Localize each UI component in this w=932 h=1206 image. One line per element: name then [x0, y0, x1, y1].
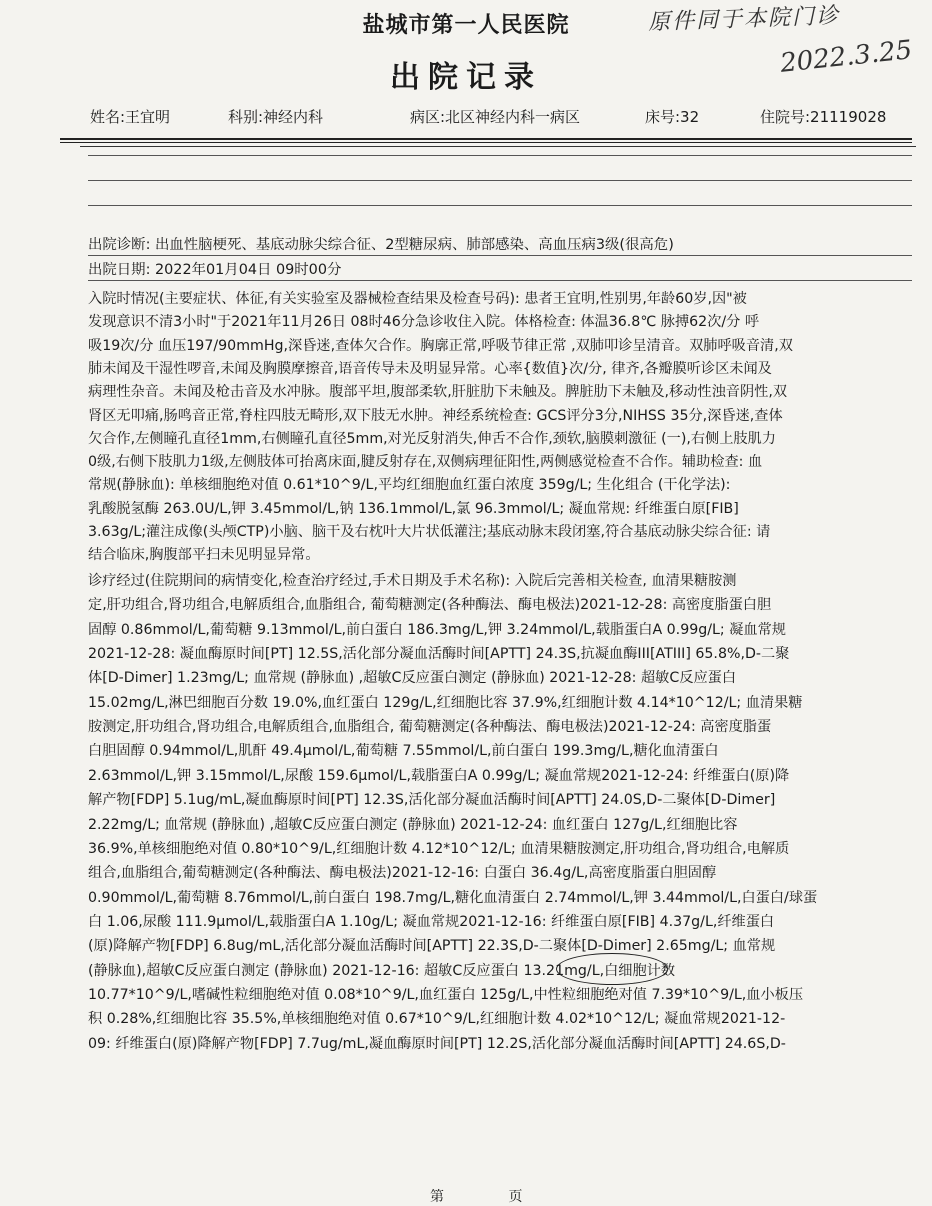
text-line: (静脉血),超敏C反应蛋白测定 (静脉血) 2021-12-16: 超敏C反应蛋白 13.21mg/L,白细胞计数	[88, 962, 676, 979]
text-line: (原)降解产物[FDP] 6.8ug/mL,活化部分凝血活酶时间[APTT] 22.3S,D-二聚体[D-Dimer] 2.65mg/L; 血常规	[88, 938, 776, 955]
text-line: 胺测定,肝功组合,肾功组合,电解质组合,血脂组合, 葡萄糖测定(各种酶法、酶电极法)2021-12-24: 高密度脂蛋	[88, 719, 772, 736]
handwritten-annotation	[640, 0, 930, 90]
header-divider-thin	[60, 142, 912, 143]
text-line: 吸19次/分 血压197/90mmHg,深昏迷,查体欠合作。胸廓正常,呼吸节律正常 ,双肺叩诊呈清音。双肺呼吸音清,双	[88, 337, 793, 354]
header-name: 姓名:王宜明	[90, 108, 171, 126]
discharge-diagnosis: 出院诊断: 出血性脑梗死、基底动脉尖综合征、2型糖尿病、肺部感染、高血压病3级(很高危)	[88, 235, 912, 256]
text-line: 结合临床,胸腹部平扫未见明显异常。	[88, 547, 320, 564]
text-line: 体[D-Dimer] 1.23mg/L; 血常规 (静脉血) ,超敏C反应蛋白测定 (静脉血) 2021-12-28: 超敏C反应蛋白	[88, 670, 737, 687]
text-line: 3.63g/L;灌注成像(头颅CTP)小脑、脑干及右枕叶大片状低灌注;基底动脉末段闭塞,符合基底动脉尖综合征: 请	[88, 524, 771, 540]
text-line: 2.22mg/L; 血常规 (静脉血) ,超敏C反应蛋白测定 (静脉血) 2021-12-24: 血红蛋白 127g/L,红细胞比容	[88, 816, 738, 833]
text-line: 诊疗经过(住院期间的病情变化,检查治疗经过,手术日期及手术名称): 入院后完善相关检查, 血清果糖胺测	[88, 573, 737, 589]
text-line: 肺未闻及干湿性啰音,未闻及胸膜摩擦音,语音传导未及明显异常。心率{数值}次/分, 律齐,各瓣膜听诊区未闻及	[88, 360, 772, 377]
text-line: 0级,右侧下肢肌力1级,左侧肢体可抬离床面,腱反射存在,双侧病理征阳性,两侧感觉检查不合作。辅助检查: 血	[88, 454, 763, 471]
text-line: 解产物[FDP] 5.1ug/mL,凝血酶原时间[PT] 12.3S,活化部分凝血活酶时间[APTT] 24.0S,D-二聚体[D-Dimer]	[88, 792, 776, 809]
info-sex	[228, 155, 285, 156]
text-line: 15.02mg/L,淋巴细胞百分数 19.0%,血红蛋白 129g/L,红细胞比容 37.9%,红细胞计数 4.14*10^12/L; 血清果糖	[88, 694, 803, 711]
text-line: 白 1.06,尿酸 111.9μmol/L,载脂蛋白A 1.10g/L; 凝血常规2021-12-16: 纤维蛋白原[FIB] 4.37g/L,纤维蛋白	[88, 913, 775, 930]
text-line: 10.77*10^9/L,嗜碱性粒细胞绝对值 0.08*10^9/L,血红蛋白 125g/L,中性粒细胞绝对值 7.39*10^9/L,血小板压	[88, 986, 804, 1003]
patient-info-row	[88, 155, 912, 156]
text-line: 发现意识不清3小时"于2021年11月26日 08时46分急诊收住入院。体格检查: 体温36.8℃ 脉搏62次/分 呼	[88, 314, 760, 331]
admission-diagnosis-row	[88, 180, 912, 181]
admission-date	[588, 180, 841, 181]
surgery-row	[88, 205, 912, 206]
header-bed: 床号:32	[645, 108, 700, 126]
text-line: 入院时情况(主要症状、体征,有关实验室及器械检查结果及检查号码): 患者王宜明,性别男,年龄60岁,因"被	[88, 291, 747, 307]
surgery-date	[588, 205, 841, 206]
text-line: 白胆固醇 0.94mmol/L,肌酐 49.4μmol/L,葡萄糖 7.55mmol/L,前白蛋白 199.3mg/L,糖化血清蛋白	[88, 743, 719, 760]
text-line: 常规(静脉血): 单核细胞绝对值 0.61*10^9/L,平均红细胞血红蛋白浓度 359g/L; 生化组合 (干化学法):	[88, 477, 731, 494]
text-line: 组合,血脂组合,葡萄糖测定(各种酶法、酶电极法)2021-12-16: 白蛋白 36.4g/L,高密度脂蛋白胆固醇	[88, 865, 717, 882]
text-line: 欠合作,左侧瞳孔直径1mm,右侧瞳孔直径5mm,对光反射消失,伸舌不合作,颈软,脑膜刺激征 (一),右侧上肢肌力	[88, 430, 776, 447]
header-admission-number: 住院号:21119028	[760, 108, 887, 126]
record-body	[80, 146, 916, 1052]
text-line: 肾区无叩痛,肠鸣音正常,脊柱四肢无畸形,双下肢无水肿。神经系统检查: GCS评分3分,NIHSS 35分,深昏迷,查体	[88, 407, 783, 424]
page-footer: 第 页	[430, 1189, 553, 1205]
info-marital	[463, 155, 535, 156]
text-line: 0.90mmol/L,葡萄糖 8.76mmol/L,前白蛋白 198.7mg/L,糖化血清蛋白 2.74mmol/L,钾 3.44mmol/L,白蛋白/球蛋	[88, 889, 818, 906]
info-name	[88, 155, 174, 156]
discharge-date: 出院日期: 2022年01月04日 09时00分	[88, 260, 912, 281]
handwritten-circle	[556, 953, 668, 985]
header-ward: 病区:北区神经内科一病区	[410, 108, 581, 126]
surgery-name	[88, 205, 285, 206]
text-line: 病理性杂音。未闻及枪击音及水冲脉。腹部平坦,腹部柔软,肝脏肋下未触及。脾脏肋下未触及,移动性浊音阴性,双	[88, 384, 788, 401]
text-line: 积 0.28%,红细胞比容 35.5%,单核细胞绝对值 0.67*10^9/L,红细胞计数 4.02*10^12/L; 凝血常规2021-12-	[88, 1011, 786, 1028]
admission-diagnosis	[88, 180, 454, 181]
handwritten-note: 原件同于本院门诊	[647, 3, 841, 36]
header-department: 科别:神经内科	[228, 108, 324, 126]
hospital-name: 盐城市第一人民医院	[362, 13, 570, 38]
info-occupation	[608, 155, 680, 156]
text-line: 固醇 0.86mmol/L,葡萄糖 9.13mmol/L,前白蛋白 186.3mg/L,钾 3.24mmol/L,载脂蛋白A 0.99g/L; 凝血常规	[88, 621, 786, 638]
handwritten-date: 2022.3.25	[778, 35, 914, 79]
text-line: 定,肝功组合,肾功组合,电解质组合,血脂组合, 葡萄糖测定(各种酶法、酶电极法)2021-12-28: 高密度脂蛋白胆	[88, 597, 772, 614]
text-line: 乳酸脱氢酶 263.0U/L,钾 3.45mmol/L,钠 136.1mmol/L,氯 96.3mmol/L; 凝血常规: 纤维蛋白原[FIB]	[88, 500, 739, 517]
header-divider	[60, 138, 912, 140]
text-line: 36.9%,单核细胞绝对值 0.80*10^9/L,红细胞计数 4.12*10^12/L; 血清果糖胺测定,肝功组合,肾功组合,电解质	[88, 840, 790, 857]
text-line: 09: 纤维蛋白(原)降解产物[FDP] 7.7ug/mL,凝血酶原时间[PT] 12.2S,活化部分凝血活酶时间[APTT] 24.6S,D-	[88, 1035, 786, 1052]
patient-header	[90, 106, 902, 130]
document-title: 出院记录	[390, 60, 542, 95]
text-line: 2.63mmol/L,钾 3.15mmol/L,尿酸 159.6μmol/L,载脂蛋白A 0.99g/L; 凝血常规2021-12-24: 纤维蛋白(原)降	[88, 767, 790, 784]
info-age	[348, 155, 423, 156]
text-line: 2021-12-28: 凝血酶原时间[PT] 12.5S,活化部分凝血活酶时间[APTT] 24.3S,抗凝血酶III[ATIII] 65.8%,D-二聚	[88, 646, 790, 663]
